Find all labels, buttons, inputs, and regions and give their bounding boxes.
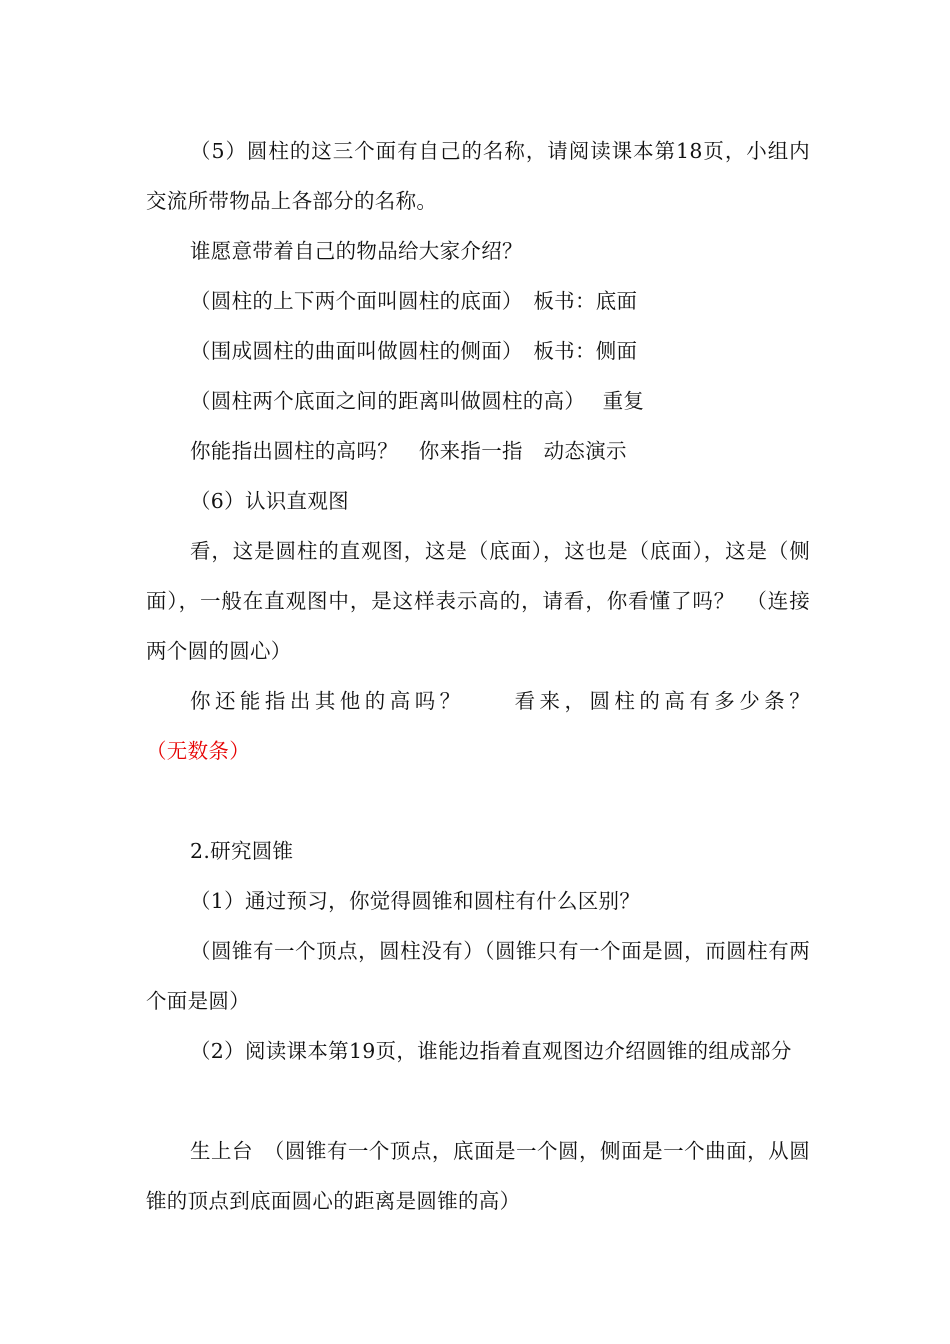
paragraph-volunteer-question: 谁愿意带着自己的物品给大家介绍？	[190, 239, 523, 263]
paragraph-other-heights	[146, 676, 810, 776]
paragraph-diagram-explanation: 看，这是圆柱的直观图，这是（底面），这也是（底面），这是（侧面），一般在直观图中，是这样表示高的，请看，你看懂了吗？ （连接两个圆的圆心）	[146, 539, 810, 663]
paragraph-point-height: 你能指出圆柱的高吗？ 你来指一指 动态演示	[190, 439, 627, 463]
paragraph-read-page-19: （2）阅读课本第19页，谁能边指着直观图边介绍圆锥的组成部分	[190, 1039, 792, 1063]
paragraph-base-definition: （圆柱的上下两个面叫圆柱的底面） 板书：底面	[190, 289, 638, 313]
paragraph-height-definition: （圆柱两个底面之间的距离叫做圆柱的高） 重复	[190, 389, 645, 413]
paragraph-cylinder-faces: （5）圆柱的这三个面有自己的名称，请阅读课本第18页，小组内交流所带物品上各部分的名称。	[146, 139, 810, 213]
paragraph-cone-difference-question: （1）通过预习，你觉得圆锥和圆柱有什么区别？	[190, 889, 641, 913]
paragraph-side-definition: （围成圆柱的曲面叫做圆柱的侧面） 板书：侧面	[190, 339, 638, 363]
paragraph-student-presentation: 生上台 （圆锥有一个顶点，底面是一个圆，侧面是一个曲面，从圆锥的顶点到底面圆心的距离是圆锥的高）	[146, 1139, 810, 1213]
paragraph-intuitive-diagram-heading: （6）认识直观图	[190, 489, 349, 513]
paragraph-cone-difference-answer: （圆锥有一个顶点，圆柱没有）（圆锥只有一个面是圆，而圆柱有两个面是圆）	[146, 939, 810, 1013]
section-heading-cone: 2.研究圆锥	[190, 839, 294, 863]
answer-infinite: （无数条）	[146, 739, 250, 763]
paragraph-other-heights-text: 你还能指出其他的高吗？ 看来，圆柱的高有多少条？	[190, 689, 810, 713]
